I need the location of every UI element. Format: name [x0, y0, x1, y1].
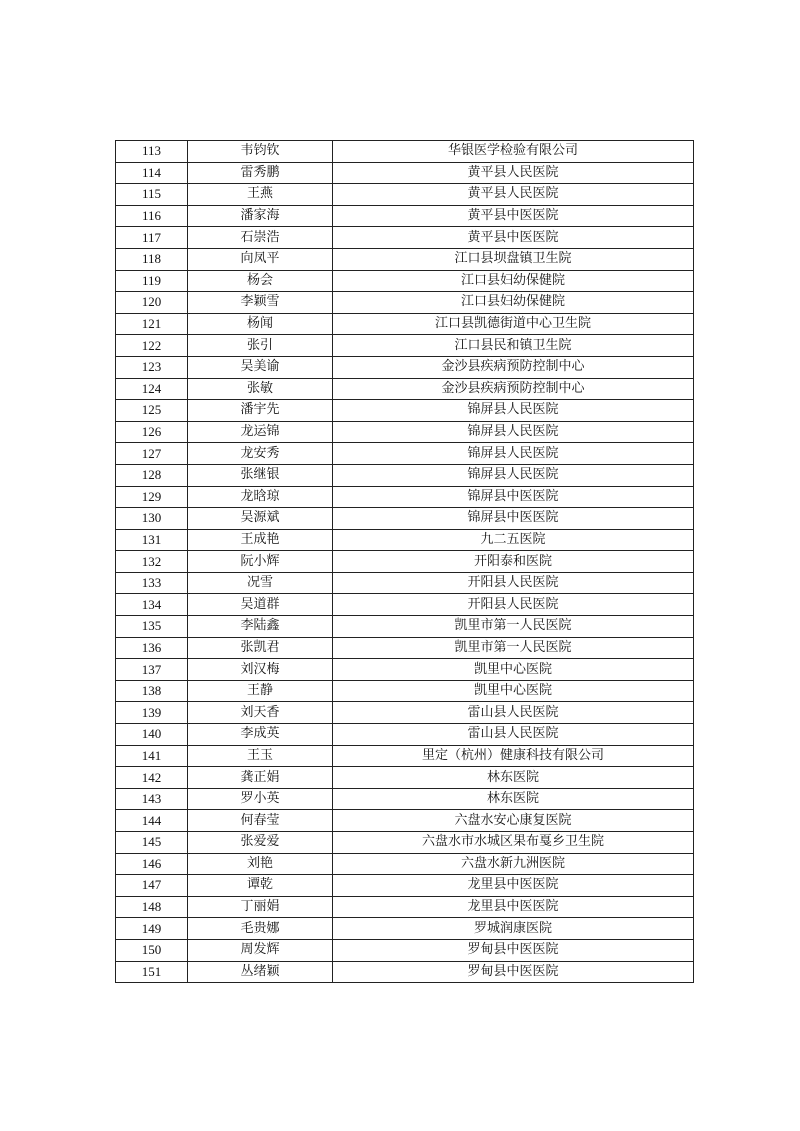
- serial-number-cell: 145: [116, 832, 188, 854]
- organization-cell: 黄平县中医医院: [333, 205, 694, 227]
- serial-number-cell: 137: [116, 659, 188, 681]
- table-row: [116, 248, 694, 270]
- serial-number-cell: 128: [116, 464, 188, 486]
- person-name-cell: 张爱爱: [188, 832, 333, 854]
- table-row: [116, 292, 694, 314]
- organization-cell: 华银医学检验有限公司: [333, 141, 694, 163]
- serial-number-cell: 142: [116, 767, 188, 789]
- organization-cell: 锦屏县人民医院: [333, 421, 694, 443]
- person-name-cell: 毛贵娜: [188, 918, 333, 940]
- organization-cell: 锦屏县人民医院: [333, 400, 694, 422]
- table-row: [116, 939, 694, 961]
- person-name-cell: 王玉: [188, 745, 333, 767]
- organization-cell: 罗甸县中医医院: [333, 961, 694, 983]
- serial-number-cell: 115: [116, 184, 188, 206]
- person-name-cell: 吴美谕: [188, 356, 333, 378]
- person-name-cell: 罗小英: [188, 788, 333, 810]
- serial-number-cell: 147: [116, 875, 188, 897]
- table-row: [116, 227, 694, 249]
- organization-cell: 凯里中心医院: [333, 659, 694, 681]
- serial-number-cell: 121: [116, 313, 188, 335]
- person-name-cell: 况雪: [188, 572, 333, 594]
- organization-cell: 开阳县人民医院: [333, 594, 694, 616]
- person-name-cell: 王成艳: [188, 529, 333, 551]
- organization-cell: 雷山县人民医院: [333, 702, 694, 724]
- person-name-cell: 丁丽娟: [188, 896, 333, 918]
- table-row: [116, 205, 694, 227]
- person-name-cell: 刘汉梅: [188, 659, 333, 681]
- table-row: [116, 313, 694, 335]
- table-row: [116, 853, 694, 875]
- person-name-cell: 刘天香: [188, 702, 333, 724]
- serial-number-cell: 139: [116, 702, 188, 724]
- serial-number-cell: 118: [116, 248, 188, 270]
- table-row: [116, 702, 694, 724]
- serial-number-cell: 117: [116, 227, 188, 249]
- serial-number-cell: 123: [116, 356, 188, 378]
- organization-cell: 金沙县疾病预防控制中心: [333, 356, 694, 378]
- table-row: [116, 551, 694, 573]
- person-name-cell: 杨会: [188, 270, 333, 292]
- serial-number-cell: 127: [116, 443, 188, 465]
- serial-number-cell: 150: [116, 939, 188, 961]
- table-row: [116, 335, 694, 357]
- person-name-cell: 雷秀鹏: [188, 162, 333, 184]
- table-row: [116, 184, 694, 206]
- organization-cell: 黄平县人民医院: [333, 184, 694, 206]
- organization-cell: 六盘水新九洲医院: [333, 853, 694, 875]
- organization-cell: 锦屏县中医医院: [333, 508, 694, 530]
- organization-cell: 罗甸县中医医院: [333, 939, 694, 961]
- serial-number-cell: 113: [116, 141, 188, 163]
- serial-number-cell: 132: [116, 551, 188, 573]
- serial-number-cell: 140: [116, 724, 188, 746]
- organization-cell: 里定（杭州）健康科技有限公司: [333, 745, 694, 767]
- serial-number-cell: 141: [116, 745, 188, 767]
- table-row: [116, 810, 694, 832]
- person-name-cell: 刘艳: [188, 853, 333, 875]
- serial-number-cell: 135: [116, 616, 188, 638]
- person-name-cell: 周发辉: [188, 939, 333, 961]
- person-name-cell: 张凯君: [188, 637, 333, 659]
- table-row: [116, 270, 694, 292]
- serial-number-cell: 122: [116, 335, 188, 357]
- organization-cell: 锦屏县中医医院: [333, 486, 694, 508]
- table-row: [116, 486, 694, 508]
- serial-number-cell: 131: [116, 529, 188, 551]
- table-row: [116, 918, 694, 940]
- table-row: [116, 637, 694, 659]
- organization-cell: 黄平县人民医院: [333, 162, 694, 184]
- organization-cell: 凯里市第一人民医院: [333, 616, 694, 638]
- organization-cell: 江口县民和镇卫生院: [333, 335, 694, 357]
- organization-cell: 六盘水安心康复医院: [333, 810, 694, 832]
- person-name-cell: 王静: [188, 680, 333, 702]
- table-row: [116, 680, 694, 702]
- serial-number-cell: 134: [116, 594, 188, 616]
- person-name-cell: 潘家海: [188, 205, 333, 227]
- serial-number-cell: 149: [116, 918, 188, 940]
- organization-cell: 凯里中心医院: [333, 680, 694, 702]
- organization-cell: 江口县凯德街道中心卫生院: [333, 313, 694, 335]
- person-name-cell: 吴道群: [188, 594, 333, 616]
- person-name-cell: 何春莹: [188, 810, 333, 832]
- serial-number-cell: 148: [116, 896, 188, 918]
- table-row: [116, 896, 694, 918]
- table-row: [116, 356, 694, 378]
- serial-number-cell: 129: [116, 486, 188, 508]
- organization-cell: 开阳县人民医院: [333, 572, 694, 594]
- organization-cell: 开阳泰和医院: [333, 551, 694, 573]
- table-row: [116, 572, 694, 594]
- roster-table: [115, 140, 694, 983]
- serial-number-cell: 120: [116, 292, 188, 314]
- table-row: [116, 162, 694, 184]
- person-name-cell: 吴源斌: [188, 508, 333, 530]
- person-name-cell: 阮小辉: [188, 551, 333, 573]
- roster-table-body: [116, 141, 694, 983]
- serial-number-cell: 126: [116, 421, 188, 443]
- serial-number-cell: 138: [116, 680, 188, 702]
- table-row: [116, 961, 694, 983]
- person-name-cell: 李陆鑫: [188, 616, 333, 638]
- table-row: [116, 745, 694, 767]
- serial-number-cell: 130: [116, 508, 188, 530]
- organization-cell: 凯里市第一人民医院: [333, 637, 694, 659]
- table-row: [116, 508, 694, 530]
- person-name-cell: 龙运锦: [188, 421, 333, 443]
- organization-cell: 雷山县人民医院: [333, 724, 694, 746]
- organization-cell: 林东医院: [333, 767, 694, 789]
- person-name-cell: 张敏: [188, 378, 333, 400]
- table-row: [116, 421, 694, 443]
- table-row: [116, 464, 694, 486]
- table-row: [116, 616, 694, 638]
- table-row: [116, 378, 694, 400]
- person-name-cell: 丛绪颖: [188, 961, 333, 983]
- table-row: [116, 141, 694, 163]
- organization-cell: 九二五医院: [333, 529, 694, 551]
- person-name-cell: 龙晗琼: [188, 486, 333, 508]
- serial-number-cell: 133: [116, 572, 188, 594]
- organization-cell: 龙里县中医医院: [333, 896, 694, 918]
- person-name-cell: 龚正娟: [188, 767, 333, 789]
- person-name-cell: 潘宇先: [188, 400, 333, 422]
- serial-number-cell: 125: [116, 400, 188, 422]
- table-row: [116, 594, 694, 616]
- table-row: [116, 875, 694, 897]
- serial-number-cell: 124: [116, 378, 188, 400]
- table-row: [116, 400, 694, 422]
- person-name-cell: 李成英: [188, 724, 333, 746]
- person-name-cell: 谭乾: [188, 875, 333, 897]
- organization-cell: 江口县妇幼保健院: [333, 270, 694, 292]
- organization-cell: 锦屏县人民医院: [333, 464, 694, 486]
- organization-cell: 江口县坝盘镇卫生院: [333, 248, 694, 270]
- person-name-cell: 张引: [188, 335, 333, 357]
- serial-number-cell: 114: [116, 162, 188, 184]
- table-row: [116, 767, 694, 789]
- person-name-cell: 杨闻: [188, 313, 333, 335]
- person-name-cell: 韦钧钦: [188, 141, 333, 163]
- table-row: [116, 724, 694, 746]
- organization-cell: 六盘水市水城区果布戛乡卫生院: [333, 832, 694, 854]
- organization-cell: 林东医院: [333, 788, 694, 810]
- organization-cell: 黄平县中医医院: [333, 227, 694, 249]
- serial-number-cell: 151: [116, 961, 188, 983]
- table-row: [116, 832, 694, 854]
- table-row: [116, 659, 694, 681]
- person-name-cell: 石崇浩: [188, 227, 333, 249]
- serial-number-cell: 144: [116, 810, 188, 832]
- person-name-cell: 王燕: [188, 184, 333, 206]
- serial-number-cell: 116: [116, 205, 188, 227]
- organization-cell: 江口县妇幼保健院: [333, 292, 694, 314]
- organization-cell: 金沙县疾病预防控制中心: [333, 378, 694, 400]
- person-name-cell: 龙安秀: [188, 443, 333, 465]
- table-row: [116, 529, 694, 551]
- serial-number-cell: 119: [116, 270, 188, 292]
- serial-number-cell: 146: [116, 853, 188, 875]
- table-row: [116, 443, 694, 465]
- table-row: [116, 788, 694, 810]
- person-name-cell: 李颖雪: [188, 292, 333, 314]
- organization-cell: 锦屏县人民医院: [333, 443, 694, 465]
- person-name-cell: 张继银: [188, 464, 333, 486]
- serial-number-cell: 143: [116, 788, 188, 810]
- serial-number-cell: 136: [116, 637, 188, 659]
- person-name-cell: 向凤平: [188, 248, 333, 270]
- organization-cell: 龙里县中医医院: [333, 875, 694, 897]
- organization-cell: 罗城润康医院: [333, 918, 694, 940]
